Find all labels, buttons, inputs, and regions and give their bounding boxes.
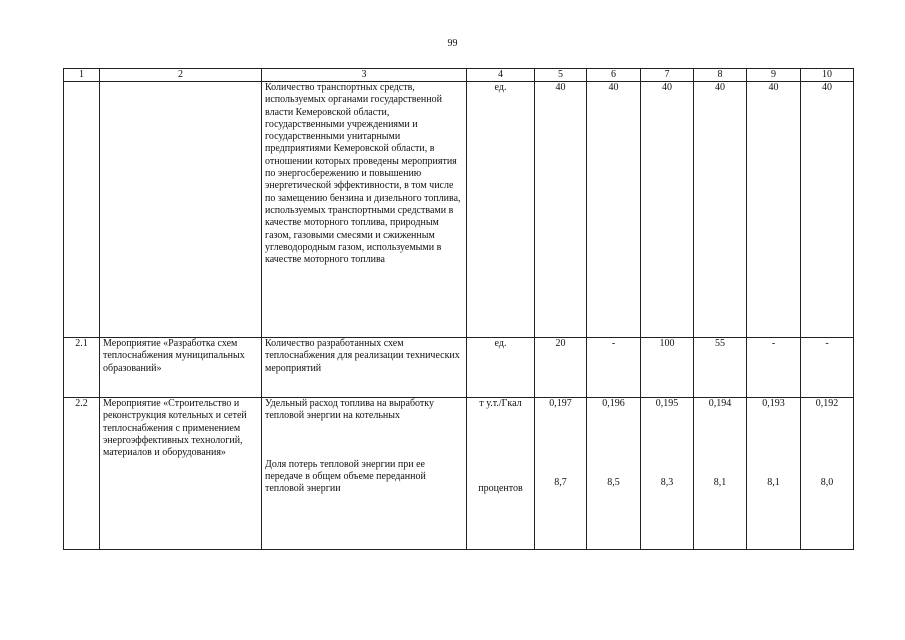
table-row [64,82,854,338]
value-cell [587,398,641,550]
value-cell: 40 [587,82,641,338]
value-cell [801,398,854,550]
indicator-name: Количество транспортных средств, используемых органами государственной власти Кемеровской области, государственными учреждениями и государственными унитарными предприятиями Кемеровской области, в отношении которых проведены мероприятия по энергосбережению и повышению энергетической эффективности, в том числе по замещению бензина и дизельного топлива, используемых транспортными средствами в качестве моторного топлива, природным газом, газовыми смесями и сжиженным углеводородным газом, используемыми в качестве моторного топлива [262,82,467,338]
value: 0,197 [549,398,572,409]
column-number: 5 [535,69,587,82]
table-row [64,398,854,550]
value-cell: 100 [641,338,694,398]
value-cell: - [801,338,854,398]
value: 8,0 [820,477,834,489]
value: 0,193 [762,398,785,409]
value: 0,195 [655,398,679,409]
value-cell: - [747,338,801,398]
unit: процентов [478,483,523,495]
value-cell: 40 [747,82,801,338]
unit: ед. [467,338,535,398]
column-number-row [64,69,854,82]
value-cell [641,398,694,550]
value: 0,192 [815,398,839,409]
column-number: 1 [64,69,100,82]
column-number: 4 [467,69,535,82]
measures-table [63,68,854,550]
column-number: 6 [587,69,641,82]
row-number [64,82,100,338]
value-cell: 40 [535,82,587,338]
value-cell: 40 [801,82,854,338]
measure-name [100,82,262,338]
indicator-name: Удельный расход топлива на выработку тепловой энергии на котельных [265,398,435,422]
value-cell: 40 [641,82,694,338]
value-cell: - [587,338,641,398]
value: 0,194 [708,398,732,409]
value-cell [694,398,747,550]
column-number: 3 [262,69,467,82]
value-cell: 40 [694,82,747,338]
column-number: 2 [100,69,262,82]
value: 8,3 [660,477,674,489]
value: 0,196 [602,398,625,409]
column-number: 9 [747,69,801,82]
indicator-cell [262,398,467,550]
page-number: 99 [447,38,458,49]
value: 8,1 [767,477,780,489]
table-row [64,338,854,398]
indicator-name: Доля потерь тепловой энергии при ее передаче в общем объеме переданной тепловой энергии [265,458,426,495]
measure-name: Мероприятие «Строительство и реконструкция котельных и сетей теплоснабжения с применением энергоэффективных технологий, материалов и оборудования» [100,398,262,550]
column-number: 8 [694,69,747,82]
value-cell: 55 [694,338,747,398]
row-number: 2.1 [64,338,100,398]
value-cell [747,398,801,550]
column-number: 7 [641,69,694,82]
value: 8,7 [554,477,567,489]
value: 8,1 [713,477,727,489]
value-cell: 20 [535,338,587,398]
unit: т у.т./Гкал [479,398,522,409]
measure-name: Мероприятие «Разработка схем теплоснабжения муниципальных образований» [100,338,262,398]
unit: ед. [467,82,535,338]
unit-cell [467,398,535,550]
indicator-name: Количество разработанных схем теплоснабжения для реализации технических мероприятий [262,338,467,398]
value-cell [535,398,587,550]
row-number: 2.2 [64,398,100,550]
value: 8,5 [607,477,620,489]
column-number: 10 [801,69,854,82]
